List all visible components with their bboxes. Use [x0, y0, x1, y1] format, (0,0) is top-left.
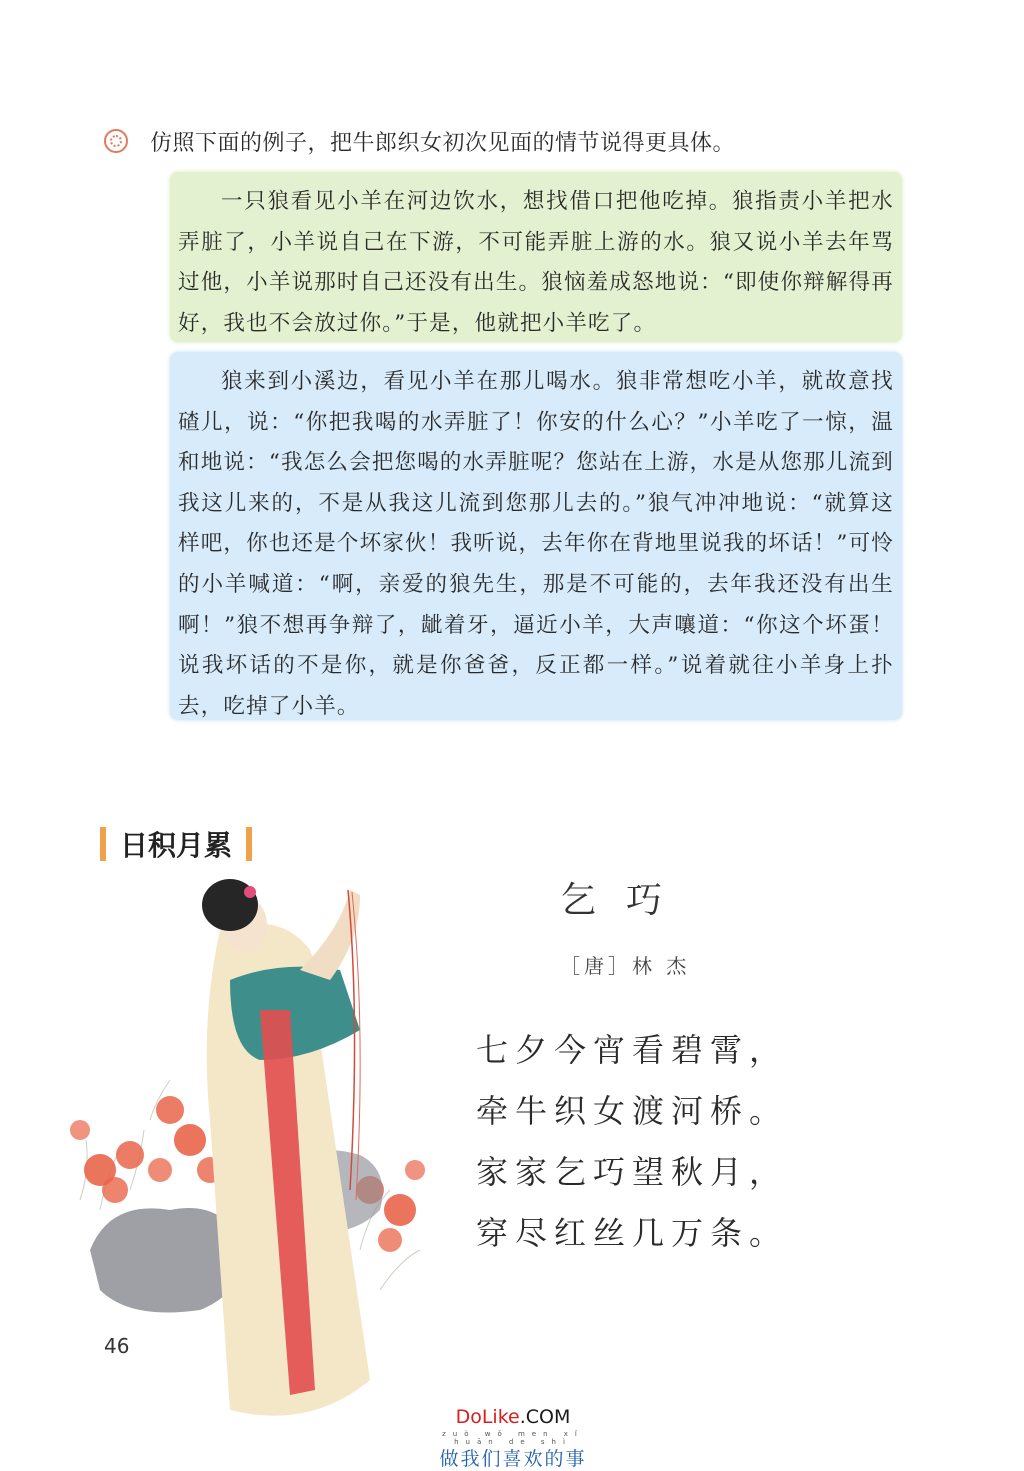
watermark-pinyin: zuò wǒ men xǐ huān de shì: [442, 1430, 584, 1446]
woman-figure: [202, 879, 370, 1416]
instruction: [104, 124, 964, 158]
poem-line: 七夕今宵看碧霄，: [476, 1031, 789, 1069]
example-brief-text: 一只狼看见小羊在河边饮水，想找借口把他吃掉。狼指责小羊把水弄脏了，小羊说自己在下游，不可能弄脏上游的水。狼又说小羊去年骂过他，小羊说那时自己还没有出生。狼恼羞成怒地说：“即使你辩解得再好，我也不会放过你。”于是，他就把小羊吃了。: [178, 189, 894, 336]
watermark-slogan: 做我们喜欢的事: [439, 1448, 587, 1470]
watermark: [428, 1406, 598, 1471]
poem-body: [476, 1020, 796, 1264]
poem-line: 家家乞巧望秋月，: [476, 1153, 789, 1191]
watermark-brand: [428, 1406, 598, 1428]
example-detailed-panel: [170, 352, 902, 720]
example-brief-panel: [170, 172, 902, 342]
section-title: 日积月累: [120, 829, 233, 862]
section-right-bar: [246, 827, 252, 861]
instruction-text: 仿照下面的例子，把牛郎织女初次见面的情节说得更具体。: [150, 130, 736, 156]
example-detailed-text: 狼来到小溪边，看见小羊在那儿喝水。狼非常想吃小羊，就故意找碴儿，说：“你把我喝的水弄脏了！你安的什么心？”小羊吃了一惊，温和地说：“我怎么会把您喝的水弄脏呢？您站在上游，水是从您那儿流到我这儿来的，不是从我这儿流到您那儿去的。”狼气冲冲地说：“就算这样吧，你也还是个坏家伙！我听说，去年你在背地里说我的坏话！”可怜的小羊喊道：“啊，亲爱的狼先生，那是不可能的，去年我还没有出生啊！”狼不想再争辩了，龇着牙，逼近小羊，大声嚷道：“你这个坏蛋！说我坏话的不是你，就是你爸爸，反正都一样。”说着就往小羊身上扑去，吃掉了小羊。: [178, 369, 894, 719]
dotted-circle-icon: [104, 129, 128, 153]
poem-line: 牵牛织女渡河桥。: [476, 1092, 789, 1130]
watermark-brand-name: DoLike: [455, 1406, 520, 1428]
poem-author: ［唐］林 杰: [560, 954, 691, 978]
poem-title: 乞巧: [560, 880, 693, 921]
page-number: 46: [104, 1334, 130, 1358]
poem-line: 穿尽红丝几万条。: [476, 1214, 789, 1252]
section-header: [100, 824, 252, 864]
watermark-brand-suffix: .COM: [519, 1406, 571, 1428]
section-left-bar: [100, 827, 106, 861]
weaver-girl-illustration: [60, 870, 460, 1458]
